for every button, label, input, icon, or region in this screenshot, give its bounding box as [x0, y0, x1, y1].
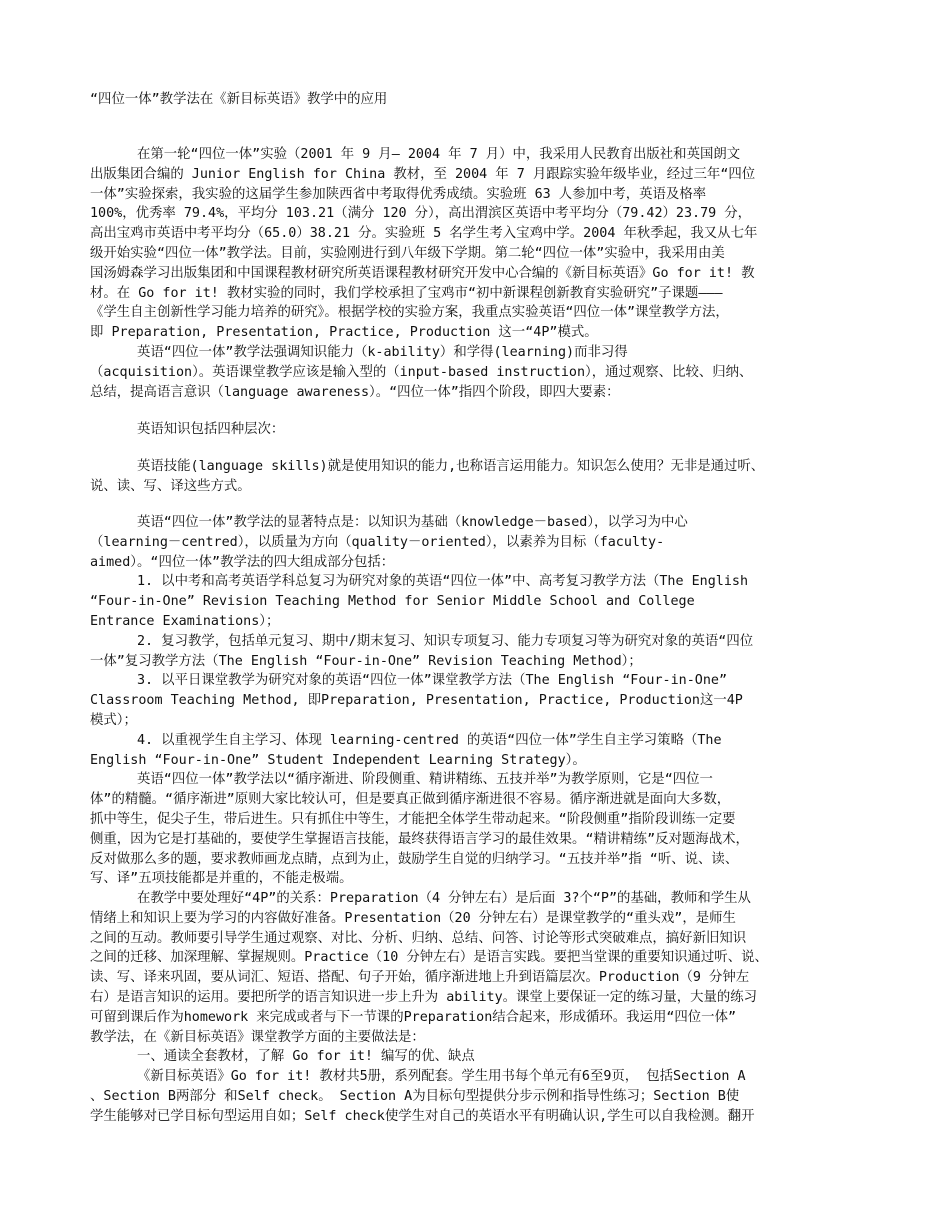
paragraph-knowledge-levels [90, 420, 865, 440]
paragraph-features-and-parts [90, 513, 865, 889]
text-line: （learning－centred），以质量为方向（quality－oriented），以素养为目标（faculty- [90, 534, 665, 550]
document-title: “四位一体”教学法在《新目标英语》教学中的应用 [90, 92, 388, 107]
text-line: 级开始实验“四位一体”教学法。目前，实验刚进行到八年级下学期。第二轮“四位一体”实验中，我采用由美 [90, 245, 725, 261]
text-line: 在教学中要处理好“4P”的关系：Preparation（4 分钟左右）是后面 3?个“P”的基础，教师和学生从 [137, 891, 751, 906]
text-line: 教学法，在《新目标英语》课堂教学方面的主要做法是： [90, 1029, 425, 1045]
text-line: 读、写、译来巩固，要从词汇、短语、搭配、句子开始，循序渐进地上升到语篇层次。Production（9 分钟左 [90, 970, 750, 986]
text-line: 模式）； [90, 712, 137, 728]
text-line: 国汤姆森学习出版集团和中国课程教材研究所英语课程教材研究开发中心合编的《新目标英语》Go for it! 教 [90, 265, 755, 281]
text-line: 、Section B两部分 和Self check。 Section A为目标句型提供分步示例和指导性练习；Section B使 [90, 1088, 740, 1104]
text-line: 《学生自主创新性学习能力培养的研究》。根据学校的实验方案，我重点实验英语“四位一体”课堂教学方法， [90, 305, 729, 321]
text-line: 体”的精髓。“循序渐进”原则大家比较认可，但是要真正做到循序渐进很不容易。循序渐进就是面向大多数， [90, 792, 731, 808]
text-line: 右）是语言知识的运用。要把所学的语言知识进一步上升为 ability。课堂上要保证一定的练习量，大量的练习 [90, 989, 758, 1005]
paragraph-4p-relations [90, 889, 865, 1127]
text-line: 之间的互动。教师要引导学生通过观察、对比、分析、归纳、总结、问答、讨论等形式突破难点，搞好新旧知识 [90, 930, 747, 946]
text-line: Entrance Examinations）； [90, 613, 280, 629]
list-item-1: 1. 以中考和高考英语学科总复习为研究对象的英语“四位一体”中、高考复习教学方法（The English [137, 574, 749, 590]
text-line: 学生能够对已学目标句型运用自如；Self check使学生对自己的英语水平有明确认识,学生可以自我检测。翻开 [90, 1108, 755, 1124]
text-line: 即 Preparation, Presentation, Practice, Production 这一“4P”模式。 [90, 325, 598, 341]
text-line: 高出宝鸡市英语中考平均分（65.0）38.21 分。实验班 5 名学生考入宝鸡中学。2004 年秋季起，我又从七年 [90, 226, 758, 242]
text-line: English “Four-in-One” Student Independent Learning Strategy）。 [90, 752, 586, 768]
text-line: 英语知识包括四种层次： [137, 422, 285, 437]
text-line: 在第一轮“四位一体”实验（2001 年 9 月— 2004 年 7 月）中，我采用人民教育出版社和英国朗文 [137, 147, 741, 162]
text-line: 反对做那么多的题，要求教师画龙点睛，点到为止，鼓励学生自觉的归纳学习。“五技并举”指 “听、说、读、 [90, 851, 739, 867]
paragraph-intro [90, 145, 865, 402]
list-item-3: 3. 以平日课堂教学为研究对象的英语“四位一体”课堂教学方法（The English “Four-in-One” [137, 673, 728, 689]
text-line: Classroom Teaching Method, 即Preparation, Presentation, Practice, Production这一4P [90, 693, 743, 709]
text-line: 英语“四位一体”教学法的显著特点是：以知识为基础（knowledge－based），以学习为中心 [137, 515, 688, 530]
text-line: “Four-in-One” Revision Teaching Method for Senior Middle School and College [90, 594, 695, 610]
text-line: aimed）。“四位一体”教学法的四大组成部分包括： [90, 554, 395, 570]
text-line: 100%，优秀率 79.4%，平均分 103.21（满分 120 分），高出渭滨区英语中考平均分（79.42）23.79 分， [90, 206, 752, 222]
list-item-2: 2. 复习教学，包括单元复习、期中/期末复习、知识专项复习、能力专项复习等为研究对象的英语“四位 [137, 633, 754, 649]
list-item-4: 4. 以重视学生自主学习、体现 learning-centred 的英语“四位一体”学生自主学习策略（The [137, 732, 722, 748]
text-line: 英语“四位一体”教学法强调知识能力（k-ability）和学得(learning)而非习得 [137, 344, 628, 360]
text-line: 之间的迁移、加深理解、掌握规则。Practice（10 分钟左右）是语言实践。要把当堂课的重要知识通过听、说、 [90, 950, 768, 966]
text-line: 可留到课后作为homework 来完成或者与下一节课的Preparation结合起来，形成循环。我运用“四位一体” [90, 1009, 737, 1025]
text-line: 《新目标英语》Go for it! 教材共5册，系列配套。学生用书每个单元有6至9页， 包括Section A [137, 1069, 746, 1085]
paragraph-language-skills [90, 457, 865, 497]
text-line: 英语技能(language skills)就是使用知识的能力,也称语言运用能力。知识怎么使用？无非是通过听、 [137, 459, 765, 474]
text-line: 出版集团合编的 Junior English for China 教材，至 2004 年 7 月跟踪实验年级毕业，经过三年“四位 [90, 166, 756, 182]
section-heading: 一、通读全套教材，了解 Go for it! 编写的优、缺点 [137, 1049, 475, 1065]
text-line: （acquisition）。英语课堂教学应该是输入型的（input-based instruction），通过观察、比较、归纳、 [90, 364, 753, 380]
text-line: 说、读、写、译这些方式。 [90, 478, 251, 494]
text-line: 一体”复习教学方法（The English “Four-in-One” Revision Teaching Method）； [90, 653, 642, 669]
text-line: 侧重，因为它是打基础的，要使学生掌握语言技能，最终获得语言学习的最佳效果。“精讲精练”反对题海战术， [90, 831, 749, 847]
text-line: 材。在 Go for it! 教材实验的同时，我们学校承担了宝鸡市“初中新课程创新教育实验研究”子课题——— [90, 285, 723, 301]
text-line: 一体”实验探索，我实验的这届学生参加陕西省中考取得优秀成绩。实验班 63 人参加中考，英语及格率 [90, 186, 707, 202]
text-line: 英语“四位一体”教学法以“循序渐进、阶段侧重、精讲精练、五技并举”为教学原则，它是“四位一 [137, 772, 713, 788]
text-line: 抓中等生，促尖子生，带后进生。只有抓住中等生，才能把全体学生带动起来。“阶段侧重”指阶段训练一定要 [90, 811, 736, 827]
text-line: 情绪上和知识上要为学习的内容做好准备。Presentation（20 分钟左右）是课堂教学的“重头戏”，是师生 [90, 910, 736, 926]
text-line: 写、译”五项技能都是并重的，不能走极端。 [90, 871, 353, 887]
text-line: 总结，提高语言意识（language awareness）。“四位一体”指四个阶段，即四大要素： [90, 384, 620, 400]
